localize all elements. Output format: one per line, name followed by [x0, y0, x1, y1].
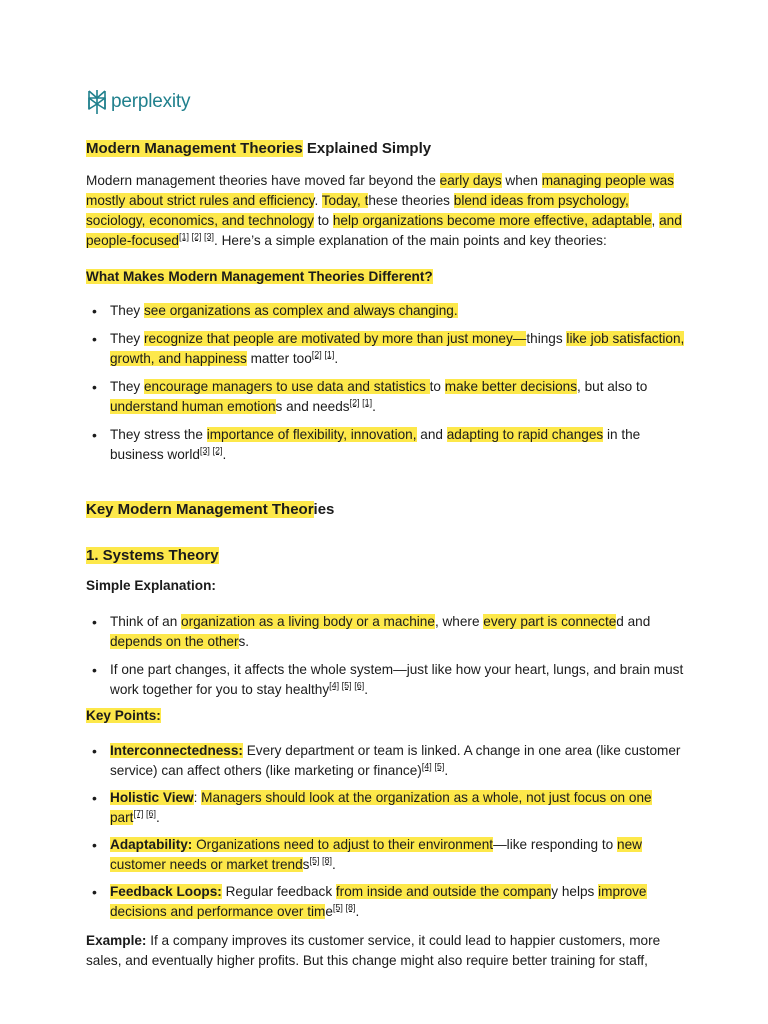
- citation-link[interactable]: [5]: [309, 855, 320, 866]
- simple-explanation-heading: Simple Explanation:: [86, 578, 216, 593]
- example-paragraph: Example: If a company improves its customer service, it could lead to happier customers, more sales, and eventually higher profits. But this change might also require better training for staff,: [86, 933, 661, 968]
- citation-link[interactable]: [6]: [354, 680, 365, 691]
- key-points-heading: Key Points:: [86, 708, 161, 723]
- list-item: • If one part changes, it affects the whole system—just like how your heart, lungs, and brain must work together for you to stay healthy[4] [5] [6].: [86, 660, 686, 700]
- citation-link[interactable]: [1]: [178, 231, 189, 242]
- citation-link[interactable]: [1]: [324, 349, 335, 360]
- list-item: • They stress the importance of flexibility, innovation, and adapting to rapid changes in the business world[3] [2].: [86, 425, 686, 465]
- key-theories-heading: Key Modern Management Theories: [86, 501, 335, 518]
- list-item: • Interconnectedness: Every department or team is linked. A change in one area (like customer service) can affect others (like marketing or finance)[4] [5].: [86, 741, 686, 781]
- perplexity-logo-icon: [86, 89, 108, 115]
- perplexity-logo[interactable]: [86, 89, 190, 115]
- key-points-list: [86, 741, 686, 929]
- systems-theory-heading: 1. Systems Theory: [86, 547, 219, 564]
- citation-link[interactable]: [7]: [133, 808, 144, 819]
- citation-link[interactable]: [5]: [341, 680, 352, 691]
- document-title: Modern Management Theories Explained Simply: [86, 140, 432, 157]
- citation-link[interactable]: [6]: [145, 808, 156, 819]
- list-item: • Think of an organization as a living body or a machine, where every part is connected and depends on the others.: [86, 612, 686, 652]
- logo-text: perplexity: [111, 91, 191, 112]
- differences-heading: What Makes Modern Management Theories Different?: [86, 269, 433, 284]
- citation-link[interactable]: [4]: [421, 761, 432, 772]
- citation-link[interactable]: [2]: [311, 349, 322, 360]
- list-item: • They encourage managers to use data and statistics to make better decisions, but also to understand human emotions and needs[2] [1].: [86, 377, 686, 417]
- citation-link[interactable]: [2]: [191, 231, 202, 242]
- citation-link[interactable]: [3]: [199, 445, 210, 456]
- citation-link[interactable]: [2]: [349, 397, 360, 408]
- list-item: • Feedback Loops: Regular feedback from inside and outside the company helps improve decisions and performance over time[5] [8].: [86, 882, 686, 922]
- list-item: • Adaptability: Organizations need to adjust to their environment—like responding to new customer needs or market trends[5] [8].: [86, 835, 686, 875]
- differences-list: [86, 301, 686, 473]
- simple-explanation-list: [86, 612, 686, 708]
- list-item: • They see organizations as complex and always changing.: [86, 301, 686, 321]
- citation-link[interactable]: [2]: [212, 445, 223, 456]
- citation-link[interactable]: [5]: [434, 761, 445, 772]
- list-item: • They recognize that people are motivated by more than just money—things like job satisfaction, growth, and happiness matter too[2] [1].: [86, 329, 686, 369]
- citation-link[interactable]: [4]: [329, 680, 340, 691]
- citation-link[interactable]: [8]: [322, 855, 333, 866]
- intro-paragraph: Modern management theories have moved far beyond the early days when managing people was mostly about strict rules and efficiency. Today, these theories blend ideas from psychology, sociology, economics, and technology to help organizations become more effective, adaptable, and people-focused[1] [2] [3]. Here’s a simple explanation of the main points and key theories:: [86, 173, 682, 248]
- citation-link[interactable]: [5]: [332, 902, 343, 913]
- citation-link[interactable]: [8]: [345, 902, 356, 913]
- list-item: • Holistic View: Managers should look at the organization as a whole, not just focus on one part[7] [6].: [86, 788, 686, 828]
- citation-link[interactable]: [3]: [204, 231, 215, 242]
- citation-link[interactable]: [1]: [362, 397, 373, 408]
